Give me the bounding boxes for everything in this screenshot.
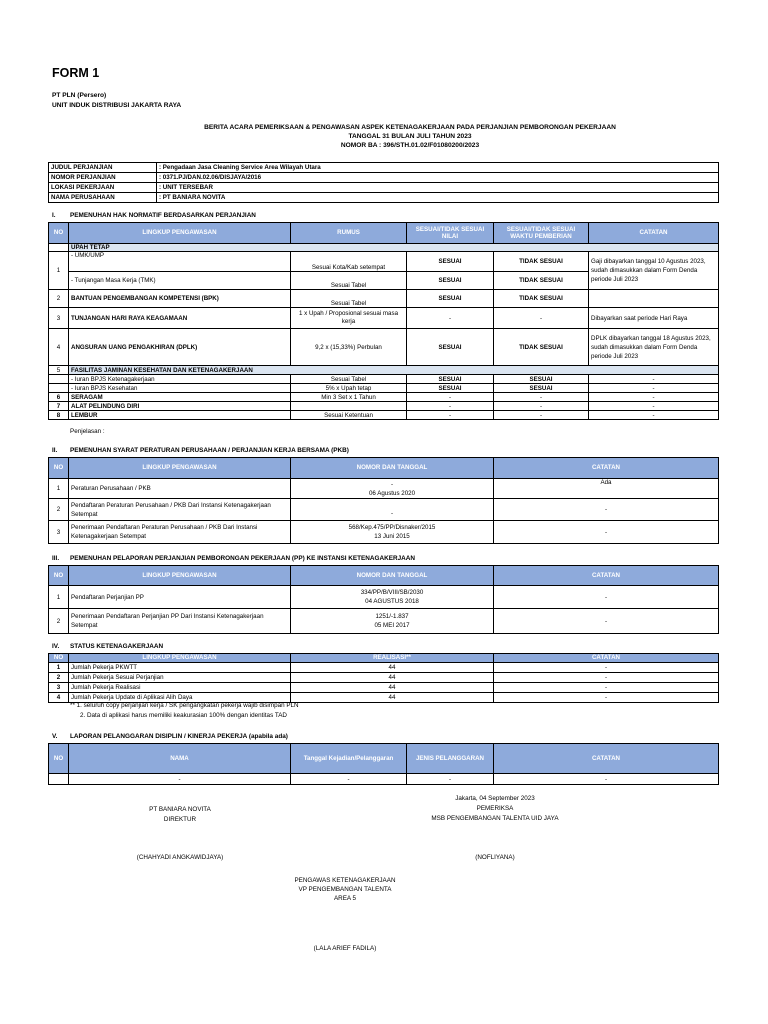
section-title-text: PEMENUHAN PELAPORAN PERJANJIAN PEMBORONGAN PEKERJAAN (PP) KE INSTANSI KETENAGAKERJAAN	[70, 555, 416, 562]
col-header: NOMOR DAN TANGGAL	[291, 566, 494, 586]
col-header: NO	[49, 566, 69, 586]
col-header: NO	[49, 744, 69, 774]
section-2-table	[48, 457, 719, 544]
col-header: NO	[49, 458, 69, 479]
nilai-status: -	[407, 411, 494, 420]
section-number: I.	[52, 212, 56, 219]
info-value: : 0371.PJ/DAN.02.06/DISJAYA/2016	[157, 173, 719, 183]
section-3-title	[52, 555, 415, 562]
waktu-status: -	[494, 308, 589, 329]
item-label: SERAGAM	[69, 393, 291, 402]
doc-date-value: 06 Agustus 2020	[368, 489, 416, 497]
group-label: UPAH TETAP	[69, 244, 719, 252]
info-label: NOMOR PERJANJIAN	[49, 173, 157, 183]
doc-title: BERITA ACARA PEMERIKSAAN & PENGAWASAN ASPEK KETENAGAKERJAAN PADA PERJANJIAN PEMBORONGAN PEKERJAAN	[204, 124, 616, 131]
section-title-text: PEMENUHAN HAK NORMATIF BERDASARKAN PERJANJIAN	[70, 212, 256, 219]
item-label: ANGSURAN UANG PENGAKHIRAN (DPLK)	[69, 329, 291, 366]
note: -	[589, 411, 719, 420]
row-number: 1	[49, 252, 69, 290]
section-number: V.	[52, 733, 58, 740]
rumus-value: 5% x Upah tetap	[291, 384, 407, 393]
item-label: Penerimaan Pendaftaran Peraturan Perusahaan / PKB Dari Instansi Ketenagakerjaan Setempat	[69, 521, 291, 544]
row-number: 3	[49, 521, 69, 544]
item-label: Peraturan Perusahaan / PKB	[69, 479, 291, 499]
table-row	[49, 683, 719, 693]
item-label: - Iuran BPJS Kesehatan	[69, 384, 291, 393]
explanation-label: Penjelasan :	[70, 428, 105, 435]
waktu-status: SESUAI	[494, 375, 589, 384]
rumus-value: Sesuai Ketentuan	[291, 411, 407, 420]
col-header: SESUAI/TIDAK SESUAI WAKTU PEMBERIAN	[494, 223, 589, 244]
date-value: -	[291, 774, 407, 785]
table-row	[49, 479, 719, 499]
company-block	[52, 91, 181, 111]
note: -	[589, 384, 719, 393]
col-header: CATATAN	[494, 654, 719, 663]
footnote-1: ** 1. seluruh copy perjanjian kerja / SK pengangkatan pekerja wajib disimpan PLN	[70, 702, 299, 709]
section-1-table	[48, 222, 719, 420]
waktu-status: TIDAK SESUAI	[494, 290, 589, 308]
row-number: 1	[49, 663, 69, 673]
place-date: Jakarta, 04 September 2023	[455, 795, 535, 802]
rumus-value: Sesuai Tabel	[291, 272, 407, 290]
table-header	[49, 223, 719, 244]
col-header: NO	[49, 223, 69, 244]
rumus-value	[291, 402, 407, 411]
section-2-title	[52, 447, 349, 454]
company-signatory: PT BANIARA NOVITA	[149, 806, 211, 813]
nilai-status: SESUAI	[407, 252, 494, 272]
waktu-status: -	[494, 411, 589, 420]
table-row	[49, 521, 719, 544]
info-label: NAMA PERUSAHAAN	[49, 193, 157, 203]
col-header: CATATAN	[494, 458, 719, 479]
table-row	[49, 244, 719, 252]
table-header	[49, 744, 719, 774]
number-date	[291, 586, 494, 609]
examiner-role: MSB PENGEMBANGAN TALENTA UID JAYA	[431, 815, 559, 822]
note: -	[494, 774, 719, 785]
number-date	[291, 609, 494, 634]
section-number: III.	[52, 555, 60, 562]
realisasi-value: 44	[291, 693, 494, 703]
doc-date: TANGGAL 31 BULAN JULI TAHUN 2023	[348, 133, 472, 140]
rumus-value: 9,2 x (15,33%) Perbulan	[291, 329, 407, 366]
row-number: 8	[49, 411, 69, 420]
col-header: CATATAN	[589, 223, 719, 244]
section-5-title	[52, 733, 288, 740]
info-value: : PT BANIARA NOVITA	[157, 193, 719, 203]
violation-type: -	[407, 774, 494, 785]
rumus-value: Min 3 Set x 1 Tahun	[291, 393, 407, 402]
note: Dibayarkan saat periode Hari Raya	[589, 308, 719, 329]
section-title-text: STATUS KETENAGAKERJAAN	[70, 643, 164, 650]
col-header: LINGKUP PENGAWASAN	[69, 223, 291, 244]
table-row	[49, 393, 719, 402]
col-header: Tanggal Kejadian/Pelanggaran	[291, 744, 407, 774]
item-label: LEMBUR	[69, 411, 291, 420]
info-row	[49, 173, 719, 183]
col-header: JENIS PELANGGARAN	[407, 744, 494, 774]
doc-number-value: 334/PP/B/VIII/SB/2030	[360, 589, 424, 596]
note: -	[589, 393, 719, 402]
rumus-value: Sesuai Tabel	[291, 375, 407, 384]
supervisor-role: VP PENGEMBANGAN TALENTA	[298, 886, 392, 893]
col-header: NO	[49, 654, 69, 663]
company-signatory-name: (CHAHYADI ANGKAWIDJAYA)	[136, 854, 224, 861]
section-number: II.	[52, 447, 58, 454]
row-number: 3	[49, 308, 69, 329]
supervisor-label: PENGAWAS KETENAGAKERJAAN	[294, 877, 396, 884]
table-row	[49, 375, 719, 384]
section-title-text: LAPORAN PELANGGARAN DISIPLIN / KINERJA PEKERJA (apabila ada)	[70, 733, 288, 740]
note: Ada	[494, 479, 719, 499]
info-label: LOKASI PEKERJAAN	[49, 183, 157, 193]
note: -	[589, 402, 719, 411]
unit-name: UNIT INDUK DISTRIBUSI JAKARTA RAYA	[52, 102, 182, 109]
info-row	[49, 193, 719, 203]
item-label: Jumlah Pekerja Update di Aplikasi Alih Daya	[69, 693, 291, 703]
row-number: 2	[49, 290, 69, 308]
item-label: Jumlah Pekerja Realisasi	[69, 683, 291, 693]
item-label: - Iuran BPJS Ketenagakerjaan	[69, 375, 291, 384]
doc-number-value: -	[390, 480, 394, 488]
item-label: Jumlah Pekerja PKWTT	[69, 663, 291, 673]
rumus-value: 1 x Upah / Proposional sesuai masa kerja	[291, 308, 407, 329]
document-heading	[60, 123, 760, 150]
doc-number: NOMOR BA : 396/STH.01.02/F01080200/2023	[340, 142, 480, 149]
item-label: Penerimaan Pendaftaran Perjanjian PP Dari Instansi Ketenagakerjaan Setempat	[69, 609, 291, 634]
nilai-status: -	[407, 308, 494, 329]
row-number: 7	[49, 402, 69, 411]
col-header: REALISASI**	[291, 654, 494, 663]
nilai-status: SESUAI	[407, 375, 494, 384]
table-row	[49, 673, 719, 683]
nilai-status: SESUAI	[407, 290, 494, 308]
note: DPLK dibayarkan tanggal 18 Agustus 2023, sudah dimasukkan dalam Form Denda periode Juli 2023	[589, 329, 719, 366]
row-number: 5	[49, 366, 69, 375]
supervisor-area: AREA 5	[333, 895, 357, 902]
doc-date-value: -	[390, 510, 394, 517]
waktu-status: TIDAK SESUAI	[494, 252, 589, 272]
table-row	[49, 693, 719, 703]
doc-number-value: 1251/-1.837	[375, 613, 409, 620]
waktu-status: TIDAK SESUAI	[494, 329, 589, 366]
table-row	[49, 774, 719, 785]
col-header: LINGKUP PENGAWASAN	[69, 654, 291, 663]
info-row	[49, 183, 719, 193]
rumus-value: Sesuai Kota/Kab setempat	[291, 252, 407, 272]
item-label: - UMK/UMP	[69, 252, 291, 272]
nilai-status: SESUAI	[407, 329, 494, 366]
waktu-status: -	[494, 402, 589, 411]
table-row	[49, 586, 719, 609]
item-label: - Tunjangan Masa Kerja (TMK)	[69, 272, 291, 290]
section-1-title	[52, 212, 256, 219]
item-label: Pendaftaran Peraturan Perusahaan / PKB Dari Instansi Ketenagakerjaan Setempat	[69, 499, 291, 521]
supervisor-name: (LALA ARIEF FADILA)	[313, 945, 377, 952]
item-label: BANTUAN PENGEMBANGAN KOMPETENSI (BPK)	[69, 290, 291, 308]
table-row	[49, 308, 719, 329]
table-row	[49, 329, 719, 366]
row-number: 2	[49, 609, 69, 634]
note: -	[494, 609, 719, 634]
row-number	[49, 774, 69, 785]
rumus-value: Sesuai Tabel	[291, 290, 407, 308]
doc-date-value: 13 Juni 2015	[374, 533, 410, 540]
doc-date-value: 05 MEI 2017	[374, 622, 410, 629]
section-title-text: PEMENUHAN SYARAT PERATURAN PERUSAHAAN / PERJANJIAN KERJA BERSAMA (PKB)	[70, 447, 349, 454]
item-label: Jumlah Pekerja Sesuai Perjanjian	[69, 673, 291, 683]
table-row	[49, 609, 719, 634]
row-number: 2	[49, 673, 69, 683]
item-label: ALAT PELINDUNG DIRI	[69, 402, 291, 411]
table-row	[49, 663, 719, 673]
note: -	[494, 673, 719, 683]
table-header	[49, 458, 719, 479]
section-number: IV.	[52, 643, 60, 650]
number-date	[291, 479, 494, 499]
note: -	[494, 521, 719, 544]
col-header: NOMOR DAN TANGGAL	[291, 458, 494, 479]
number-date	[291, 499, 494, 521]
form-title: FORM 1	[52, 66, 100, 80]
row-number: 2	[49, 499, 69, 521]
col-header: SESUAI/TIDAK SESUAI NILAI	[407, 223, 494, 244]
company-name: PT PLN (Persero)	[52, 92, 107, 99]
col-header: LINGKUP PENGAWASAN	[69, 566, 291, 586]
info-value: : UNIT TERSEBAR	[157, 183, 719, 193]
col-header: RUMUS	[291, 223, 407, 244]
nilai-status: -	[407, 402, 494, 411]
nilai-status: -	[407, 393, 494, 402]
number-date	[291, 521, 494, 544]
realisasi-value: 44	[291, 673, 494, 683]
note: -	[494, 663, 719, 673]
table-row	[49, 384, 719, 393]
table-header	[49, 566, 719, 586]
footnote-2: 2. Data di aplikasi harus memiliki keakurasian 100% dengan identitas TAD	[80, 712, 287, 719]
nilai-status: SESUAI	[407, 272, 494, 290]
col-header: CATATAN	[494, 566, 719, 586]
examiner-label: PEMERIKSA	[476, 805, 514, 812]
info-label: JUDUL PERJANJIAN	[49, 163, 157, 173]
agreement-info-table	[48, 162, 719, 203]
section-4-title	[52, 643, 163, 650]
note: -	[494, 586, 719, 609]
waktu-status: -	[494, 393, 589, 402]
company-role: DIREKTUR	[163, 816, 197, 823]
table-row	[49, 252, 719, 272]
info-row	[49, 163, 719, 173]
row-number: 6	[49, 393, 69, 402]
row-number: 4	[49, 693, 69, 703]
doc-date-value: 04 AGUSTUS 2018	[365, 598, 419, 605]
note: -	[494, 683, 719, 693]
row-number: 3	[49, 683, 69, 693]
note: -	[494, 499, 719, 521]
table-header	[49, 654, 719, 663]
examiner-name: (NOFLIYANA)	[475, 854, 515, 861]
note: Gaji dibayarkan tanggal 10 Agustus 2023, sudah dimasukkan dalam Form Denda periode Juli 2023	[589, 252, 719, 290]
realisasi-value: 44	[291, 683, 494, 693]
table-row	[49, 402, 719, 411]
group-label: FASILITAS JAMINAN KESEHATAN DAN KETENAGAKERJAAN	[69, 366, 719, 375]
col-header: LINGKUP PENGAWASAN	[69, 458, 291, 479]
section-4-table	[48, 653, 719, 703]
col-header: CATATAN	[494, 744, 719, 774]
realisasi-value: 44	[291, 663, 494, 673]
row-number: 4	[49, 329, 69, 366]
info-value: : Pengadaan Jasa Cleaning Service Area Wilayah Utara	[157, 163, 719, 173]
table-row	[49, 499, 719, 521]
waktu-status: SESUAI	[494, 384, 589, 393]
item-label: TUNJANGAN HARI RAYA KEAGAMAAN	[69, 308, 291, 329]
table-row	[49, 366, 719, 375]
note: -	[589, 375, 719, 384]
note: -	[494, 693, 719, 703]
table-row	[49, 290, 719, 308]
section-5-table	[48, 743, 719, 785]
name-value: -	[69, 774, 291, 785]
section-3-table	[48, 565, 719, 634]
row-number: 1	[49, 479, 69, 499]
col-header: NAMA	[69, 744, 291, 774]
doc-number-value: 568/Kep.475/PP/Disnaker/2015	[348, 524, 436, 531]
item-label: Pendaftaran Perjanjian PP	[69, 586, 291, 609]
row-number: 1	[49, 586, 69, 609]
nilai-status: SESUAI	[407, 384, 494, 393]
waktu-status: TIDAK SESUAI	[494, 272, 589, 290]
table-row	[49, 411, 719, 420]
